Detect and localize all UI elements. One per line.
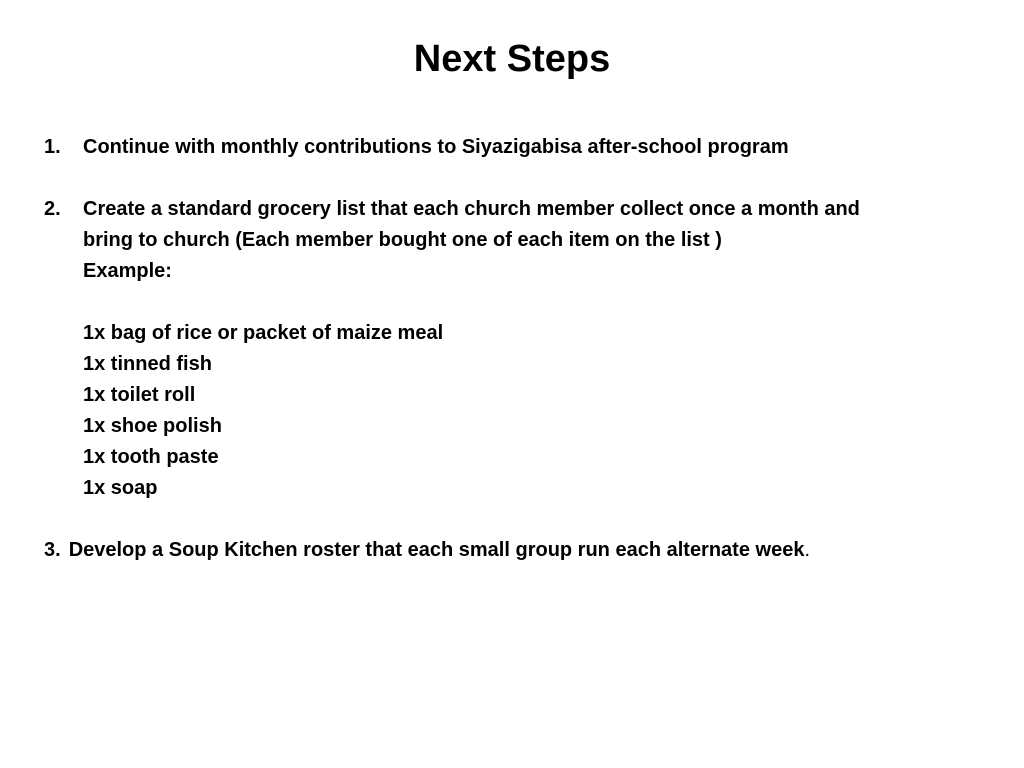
grocery-item: 1x soap: [83, 477, 158, 499]
item-text: Develop a Soup Kitchen roster that each small group run each alternate week: [68, 539, 805, 561]
spacer: [83, 287, 984, 318]
item-text: Continue with monthly contributions to Siyazigabisa after-school program: [83, 136, 789, 158]
slide-content: [44, 132, 984, 566]
grocery-item: 1x tinned fish: [83, 353, 212, 375]
list-item-2: [44, 194, 984, 504]
grocery-item: 1x tooth paste: [83, 446, 219, 468]
grocery-item: 1x toilet roll: [83, 384, 196, 406]
slide-title: Next Steps: [413, 38, 611, 80]
spacer: [44, 163, 984, 194]
item-number: 2.: [44, 198, 61, 220]
item-trailing-period: .: [804, 539, 811, 561]
item-text-line: Create a standard grocery list that each church member collect once a month and: [83, 198, 860, 220]
item-text-line: bring to church (Each member bought one of each item on the list ): [83, 229, 722, 251]
list-item-1: [44, 132, 984, 163]
list-item-3: [44, 535, 984, 566]
example-label: Example:: [83, 260, 172, 282]
grocery-item: 1x shoe polish: [83, 415, 222, 437]
grocery-item: 1x bag of rice or packet of maize meal: [83, 322, 444, 344]
item-number: 3.: [44, 539, 61, 561]
spacer: [44, 504, 984, 535]
item-number: 1.: [44, 136, 61, 158]
